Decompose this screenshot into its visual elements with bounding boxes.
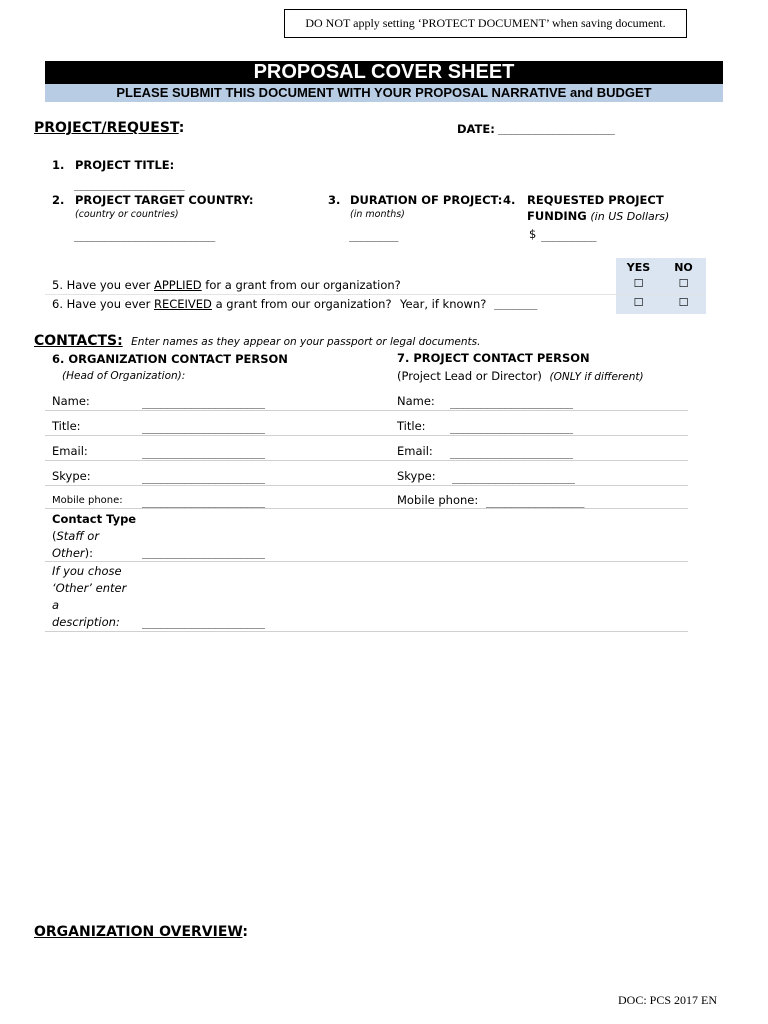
contacts-heading-row <box>34 332 480 350</box>
proj-title-label: Title: <box>397 419 426 433</box>
dollar-sign: $ <box>529 227 537 241</box>
org-title-field[interactable]: ____________________ <box>142 421 265 434</box>
contacts-heading: CONTACTS: <box>34 333 123 349</box>
funding-hint: (in US Dollars) <box>590 210 670 223</box>
project-contact-subheading: (Project Lead or Director) (ONLY if different) <box>397 369 644 383</box>
proj-email-label: Email: <box>397 444 433 458</box>
funding-label-line2: FUNDING <box>527 209 587 223</box>
org-email-label: Email: <box>52 444 88 458</box>
year-known-label: Year, if known? <box>400 297 487 311</box>
contact-type-field[interactable]: ____________________ <box>142 546 265 559</box>
contacts-note: Enter names as they appear on your passport or legal documents. <box>131 336 481 348</box>
proj-mobile-label: Mobile phone: <box>397 493 479 507</box>
q5-applied-question: 5. Have you ever APPLIED for a grant from our organization? <box>52 278 401 292</box>
q5-yes-checkbox[interactable]: ☐ <box>633 277 644 290</box>
protect-notice: DO NOT apply setting ‘PROTECT DOCUMENT’ when saving document. <box>284 9 687 38</box>
target-country-hint: (country or countries) <box>75 209 179 220</box>
project-title-field[interactable]: __________________ <box>74 178 185 191</box>
q2-number: 2. <box>52 193 65 207</box>
proj-name-label: Name: <box>397 394 435 408</box>
duration-field[interactable]: ________ <box>349 229 398 242</box>
doc-footer: DOC: PCS 2017 EN <box>618 993 718 1007</box>
q1-number: 1. <box>52 158 65 172</box>
org-contact-heading: 6. ORGANIZATION CONTACT PERSON <box>52 352 288 366</box>
q4-number: 4. <box>503 193 516 207</box>
q6-yes-checkbox[interactable]: ☐ <box>633 296 644 309</box>
proj-title-field[interactable]: ____________________ <box>450 421 573 434</box>
org-name-label: Name: <box>52 394 90 408</box>
organization-overview-heading: ORGANIZATION OVERVIEW: <box>34 924 249 940</box>
funding-label-line1: REQUESTED PROJECT <box>527 193 664 207</box>
org-mobile-label: Mobile phone: <box>52 495 123 506</box>
org-skype-label: Skype: <box>52 469 91 483</box>
page-subtitle: PLEASE SUBMIT THIS DOCUMENT WITH YOUR PROPOSAL NARRATIVE and BUDGET <box>45 84 723 102</box>
proj-skype-label: Skype: <box>397 469 436 483</box>
project-request-heading: PROJECT/REQUEST: <box>34 120 185 136</box>
q6-no-checkbox[interactable]: ☐ <box>678 296 689 309</box>
org-contact-hint: (Head of Organization): <box>62 370 186 382</box>
contact-type-label: Contact Type (Staff or Other): <box>52 512 137 560</box>
target-country-field[interactable]: _______________________ <box>74 229 215 242</box>
proj-skype-field[interactable]: ____________________ <box>452 471 575 484</box>
q3-number: 3. <box>328 193 341 207</box>
project-title-label: PROJECT TITLE: <box>75 158 175 172</box>
duration-label: DURATION OF PROJECT: <box>350 193 503 207</box>
q5-no-checkbox[interactable]: ☐ <box>678 277 689 290</box>
org-email-field[interactable]: ____________________ <box>142 446 265 459</box>
proj-email-field[interactable]: ____________________ <box>450 446 573 459</box>
date-label: DATE: <box>457 122 495 136</box>
yes-header: YES <box>626 261 651 274</box>
funding-field[interactable]: _________ <box>541 229 597 242</box>
org-mobile-field[interactable]: ____________________ <box>142 495 265 508</box>
org-title-label: Title: <box>52 419 81 433</box>
org-skype-field[interactable]: ____________________ <box>142 471 265 484</box>
yes-no-table <box>616 258 706 314</box>
duration-hint: (in months) <box>350 209 405 220</box>
page-title: PROPOSAL COVER SHEET <box>45 61 723 84</box>
project-contact-heading: 7. PROJECT CONTACT PERSON <box>397 351 590 365</box>
no-header: NO <box>674 261 693 274</box>
org-name-field[interactable]: ____________________ <box>142 396 265 409</box>
year-known-field[interactable]: _______ <box>494 297 537 310</box>
date-field[interactable]: ___________________ <box>498 122 615 135</box>
other-description-label: If you chose ‘Other’ enter a description: <box>52 564 127 629</box>
q6-received-question: 6. Have you ever RECEIVED a grant from our organization? <box>52 297 392 311</box>
proj-mobile-field[interactable]: ________________ <box>486 495 584 508</box>
target-country-label: PROJECT TARGET COUNTRY: <box>75 193 254 207</box>
other-description-field[interactable]: ____________________ <box>142 616 265 629</box>
proj-name-field[interactable]: ____________________ <box>450 396 573 409</box>
